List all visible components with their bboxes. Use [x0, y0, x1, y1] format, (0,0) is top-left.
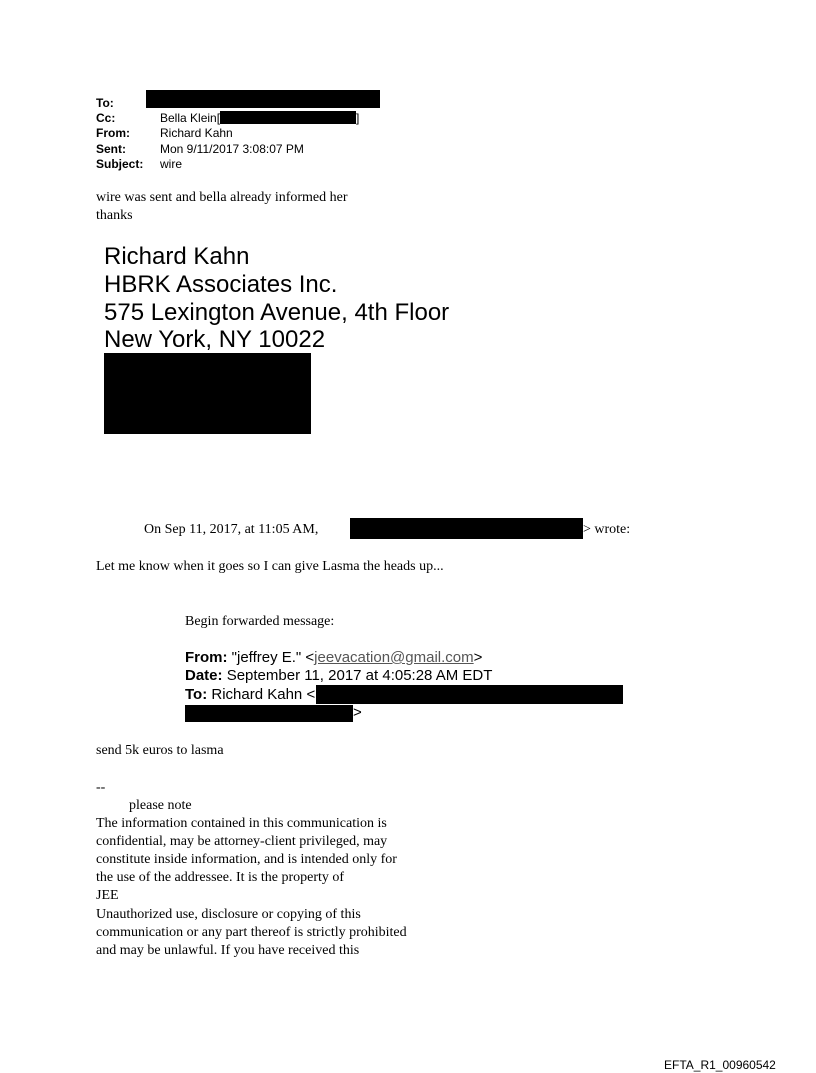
cc-name: Bella Klein[ — [160, 111, 221, 125]
to-label: To: — [96, 96, 114, 110]
disclaimer-line: confidential, may be attorney-client privileged, may — [96, 834, 388, 849]
fwd-to-label: To: — [185, 686, 208, 703]
redaction-fwd-to-2 — [185, 705, 353, 722]
disclaimer-line: The information contained in this communication is — [96, 816, 387, 831]
fwd-to-close: > — [353, 704, 362, 721]
cc-close: ] — [356, 111, 360, 125]
fwd-from-label: From: — [185, 649, 228, 666]
quoted-wrote: > wrote: — [583, 522, 631, 537]
quoted-on-line: On Sep 11, 2017, at 11:05 AM, — [144, 522, 319, 537]
redaction-signature — [104, 353, 311, 434]
redaction-fwd-to-1 — [316, 685, 623, 704]
fwd-date-value: September 11, 2017 at 4:05:28 AM EDT — [226, 667, 493, 684]
from-label: From: — [96, 126, 130, 140]
disclaimer-line: communication or any part thereof is strictly prohibited — [96, 925, 407, 940]
forwarded-message: send 5k euros to lasma — [96, 743, 224, 758]
fwd-from-email-link[interactable]: jeevacation@gmail.com — [314, 649, 474, 666]
cc-label: Cc: — [96, 111, 116, 125]
body-line-2: thanks — [96, 208, 133, 223]
disclaimer-line: constitute inside information, and is intended only for — [96, 852, 397, 867]
sent-value: Mon 9/11/2017 3:08:07 PM — [160, 142, 304, 156]
fwd-date-line — [185, 667, 492, 685]
disclaimer-line: and may be unlawful. If you have received this — [96, 943, 360, 958]
signature-company: HBRK Associates Inc. — [104, 271, 338, 298]
disclaimer-dashes: -- — [96, 780, 106, 795]
document-id: EFTA_R1_00960542 — [664, 1058, 776, 1072]
redaction-quoted-sender — [350, 518, 583, 539]
forwarded-intro: Begin forwarded message: — [185, 614, 335, 629]
redaction-cc — [220, 111, 356, 124]
signature-city: New York, NY 10022 — [104, 326, 326, 353]
fwd-date-label: Date: — [185, 667, 223, 684]
from-value: Richard Kahn — [160, 126, 233, 140]
signature-address: 575 Lexington Avenue, 4th Floor — [104, 299, 450, 326]
fwd-to-value: Richard Kahn < — [211, 686, 316, 703]
body-line-1: wire was sent and bella already informed her — [96, 190, 348, 205]
disclaimer-line: the use of the addressee. It is the property of — [96, 870, 345, 885]
subject-label: Subject: — [96, 157, 144, 171]
cc-value — [160, 111, 359, 125]
disclaimer-line: JEE — [96, 888, 119, 903]
fwd-from-line — [185, 649, 482, 667]
redaction-to — [146, 90, 380, 108]
subject-value: wire — [160, 157, 183, 171]
fwd-from-close: > — [473, 649, 483, 666]
signature-name: Richard Kahn — [104, 243, 250, 270]
quoted-message: Let me know when it goes so I can give Lasma the heads up... — [96, 559, 444, 574]
fwd-from-name: "jeffrey E." < — [231, 649, 315, 666]
fwd-to-line — [185, 686, 315, 704]
disclaimer-line: Unauthorized use, disclosure or copying of this — [96, 907, 361, 922]
sent-label: Sent: — [96, 142, 126, 156]
disclaimer-note: please note — [129, 798, 192, 813]
